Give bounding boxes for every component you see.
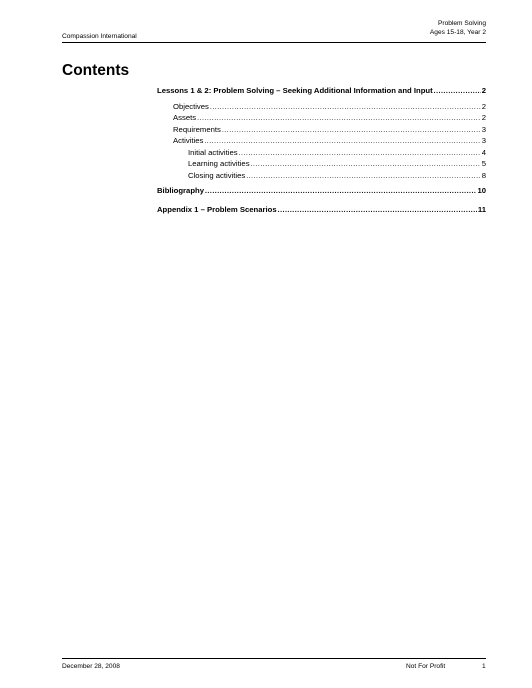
- toc-leader: [210, 103, 481, 114]
- footer-notice: Not For Profit: [406, 663, 446, 670]
- toc-entry-activities[interactable]: [157, 136, 486, 148]
- toc-entry-label: Activities: [173, 136, 204, 145]
- toc-entry-lessons[interactable]: [157, 86, 486, 98]
- toc-entry-label: Appendix 1 – Problem Scenarios: [157, 204, 277, 214]
- toc-entry-page: 3: [481, 124, 486, 134]
- toc-leader: [197, 114, 481, 125]
- toc-entry-label: Objectives: [173, 101, 209, 111]
- toc-entry-page: 2: [481, 113, 486, 122]
- toc-entry-page: 10: [477, 186, 486, 195]
- toc-entry-page: 2: [481, 101, 486, 111]
- header-organization: Compassion International: [62, 33, 137, 40]
- toc-entry-appendix-1[interactable]: [157, 205, 486, 217]
- table-of-contents: [157, 86, 486, 216]
- toc-entry-label: Requirements: [173, 124, 221, 134]
- toc-leader: [246, 172, 480, 183]
- toc-entry-requirements[interactable]: [157, 125, 486, 137]
- toc-entry-page: 11: [477, 204, 486, 214]
- toc-entry-assets[interactable]: [157, 113, 486, 125]
- toc-entry-label: Closing activities: [188, 170, 246, 180]
- toc-leader: [434, 87, 481, 98]
- toc-entry-label: Initial activities: [188, 147, 238, 157]
- toc-entry-closing-activities[interactable]: [157, 171, 486, 183]
- toc-entry-page: 2: [481, 86, 486, 95]
- toc-entry-objectives[interactable]: [157, 102, 486, 114]
- toc-entry-label: Lessons 1 & 2: Problem Solving – Seeking Additional Information and Input: [157, 86, 433, 95]
- toc-entry-learning-activities[interactable]: [157, 159, 486, 171]
- page-title: Contents: [62, 62, 130, 79]
- toc-entry-page: 8: [481, 170, 486, 180]
- toc-leader: [239, 149, 481, 160]
- header-age-group: Ages 15-18, Year 2: [429, 29, 486, 36]
- footer-rule: [62, 658, 486, 659]
- toc-entry-initial-activities[interactable]: [157, 148, 486, 160]
- toc-leader: [222, 126, 481, 137]
- toc-entry-page: 4: [481, 147, 486, 157]
- toc-entry-bibliography[interactable]: [157, 186, 486, 198]
- running-header-right: [430, 19, 486, 37]
- toc-entry-page: 5: [481, 159, 486, 168]
- footer-page-number: 1: [482, 663, 486, 670]
- header-rule: [62, 42, 486, 43]
- toc-entry-label: Learning activities: [188, 159, 250, 168]
- header-doc-title: Problem Solving: [437, 20, 486, 27]
- toc-leader: [251, 160, 481, 171]
- toc-leader: [204, 137, 480, 148]
- toc-entry-label: Assets: [173, 113, 197, 122]
- toc-leader: [278, 206, 477, 217]
- toc-entry-page: 3: [481, 136, 486, 145]
- footer-date: December 28, 2008: [62, 663, 120, 670]
- toc-entry-label: Bibliography: [157, 186, 204, 195]
- toc-leader: [205, 187, 476, 198]
